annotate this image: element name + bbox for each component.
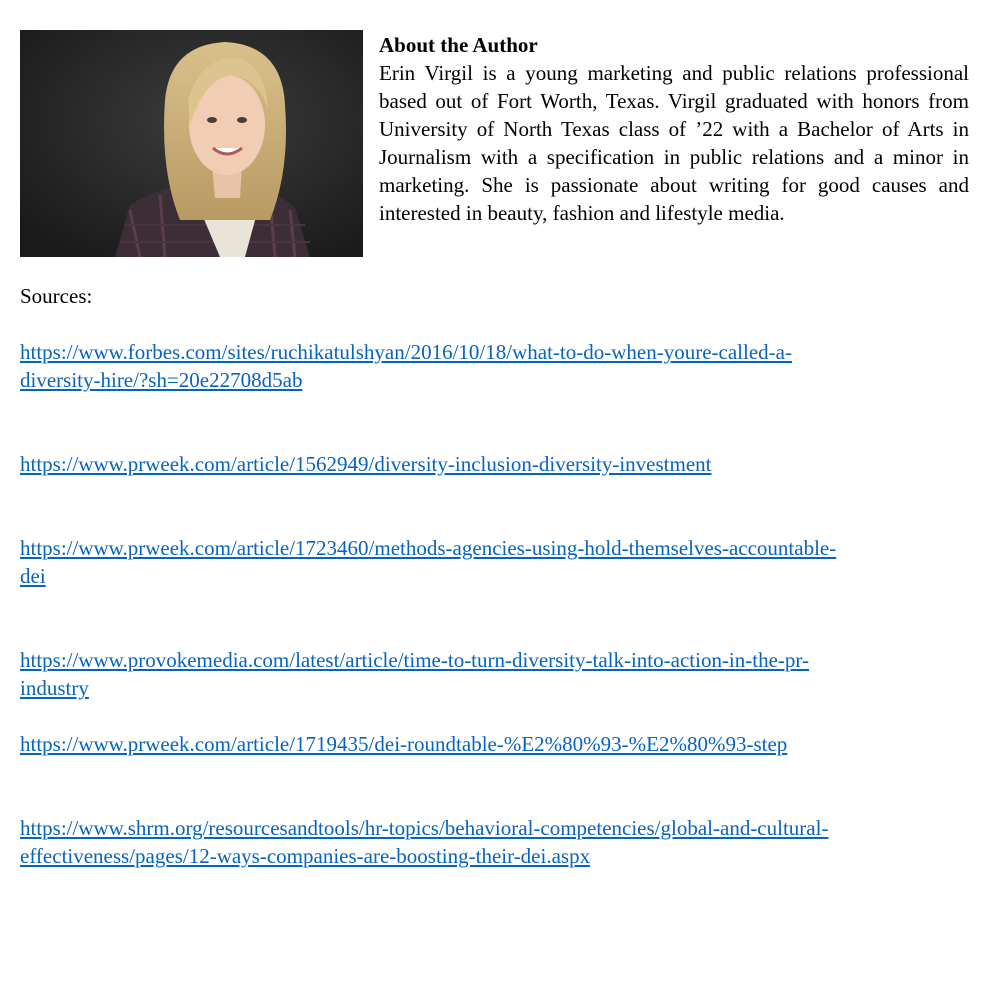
sources-heading: Sources: <box>20 284 93 308</box>
about-heading: About the Author <box>379 33 538 57</box>
source-link-prweek-1562949[interactable] <box>20 450 980 478</box>
author-bio: Erin Virgil is a young marketing and public relations professional based out of Fort Worth, Texas. Virgil graduated with honors from University of North Texas class of ’22 with a Bachelor of Arts in Journalism with a specification in public relations and a minor in marketing. She is passionate about writing for good causes and interested in beauty, fashion and lifestyle media. <box>379 61 969 225</box>
source-link-text: https://www.prweek.com/article/1562949/diversity-inclusion-diversity-investment <box>20 452 712 476</box>
source-link-prweek-1723460[interactable] <box>20 534 980 590</box>
about-the-author <box>379 31 969 227</box>
source-link-provokemedia[interactable] <box>20 646 980 702</box>
source-link-text: effectiveness/pages/12-ways-companies-are-boosting-their-dei.aspx <box>20 844 591 868</box>
source-link-text: https://www.prweek.com/article/1723460/methods-agencies-using-hold-themselves-accountable- <box>20 536 837 560</box>
source-link-text: https://www.provokemedia.com/latest/article/time-to-turn-diversity-talk-into-action-in-the-pr- <box>20 648 809 672</box>
source-link-forbes[interactable] <box>20 338 980 394</box>
source-link-text: industry <box>20 676 89 700</box>
source-link-text: https://www.prweek.com/article/1719435/dei-roundtable-%E2%80%93-%E2%80%93-step <box>20 732 788 756</box>
source-link-shrm[interactable] <box>20 814 980 870</box>
source-link-text: dei <box>20 564 46 588</box>
source-link-text: diversity-hire/?sh=20e22708d5ab <box>20 368 303 392</box>
source-link-prweek-1719435[interactable] <box>20 730 980 758</box>
source-link-text: https://www.shrm.org/resourcesandtools/hr-topics/behavioral-competencies/global-and-cultural- <box>20 816 829 840</box>
author-portrait-icon <box>20 30 363 257</box>
author-photo <box>20 30 363 257</box>
source-link-text: https://www.forbes.com/sites/ruchikatulshyan/2016/10/18/what-to-do-when-youre-called-a- <box>20 340 792 364</box>
